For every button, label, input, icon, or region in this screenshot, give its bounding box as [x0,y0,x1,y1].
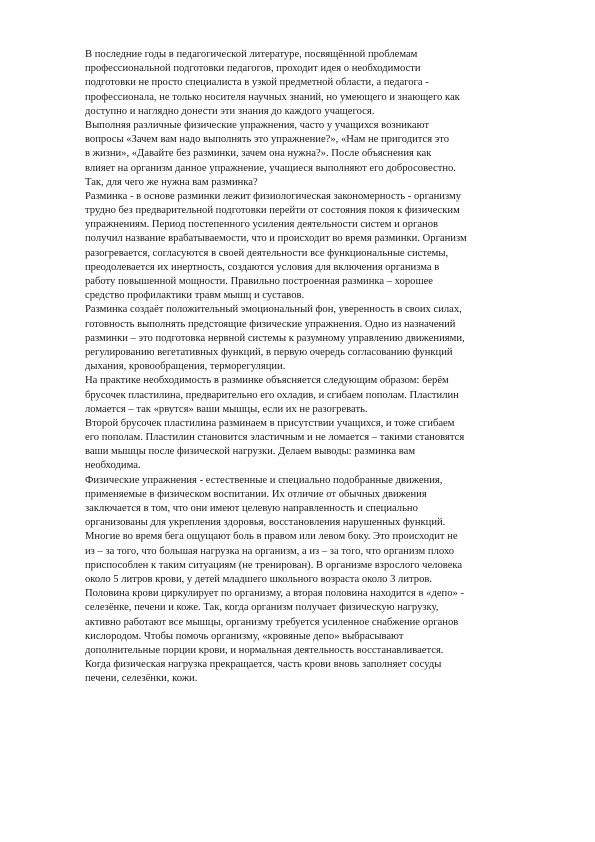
text-line: организованы для укрепления здоровья, восстановления нарушенных функций. [85,517,446,529]
text-line: дополнительные порции крови, и нормальная деятельность восстанавливается. [85,644,444,656]
text-line: подготовки не просто специалиста в узкой предметной области, а педагога - [85,77,429,89]
text-line: Разминка - в основе разминки лежит физиологическая закономерность - организму [85,190,461,202]
text-line: Когда физическая нагрузка прекращается, часть крови вновь заполняет сосуды [85,659,442,671]
text-line: селезёнке, печени и коже. Так, когда организм получает физическую нагрузку, [85,602,439,614]
text-line: в жизни», «Давайте без разминки, зачем она нужна?». После объяснения как [85,148,432,160]
text-line: приспособлен к таким ситуациям (не тренирован). В организме взрослого человека [85,559,463,571]
text-line: необходима. [85,460,141,472]
text-line: брусочек пластилина, предварительно его охладив, и сгибаем пополам. Пластилин [85,389,459,401]
text-line: ваши мышцы после физической нагрузки. Делаем выводы: разминка вам [85,446,416,458]
text-line: На практике необходимость в разминке объясняется следующим образом: берём [85,375,449,387]
text-line: около 5 литров крови, у детей младшего школьного возраста около 3 литров. [85,573,433,585]
document-body [85,48,525,686]
text-line: средство профилактики травм мышц и суставов. [85,290,305,302]
text-line: готовность выполнять предстоящие физические упражнения. Одно из назначений [85,318,456,330]
text-line: Многие во время бега ощущают боль в правом или левом боку. Это происходит не [85,531,458,543]
text-line: Второй брусочек пластилина разминаем в присутствии учащихся, и тоже сгибаем [85,417,455,429]
text-line: активно работают все мышцы, организму требуется усиленное снабжение органов [85,616,459,628]
text-line: доступно и наглядно донести эти знания до каждого учащегося. [85,105,375,117]
text-line: печени, селезёнки, кожи. [85,673,198,685]
text-line: упражнениям. Период постепенного усиления деятельности систем и органов [85,219,439,231]
text-line: Половина крови циркулирует по организму, а вторая половина находится в «депо» - [85,588,464,600]
text-line: разогревается, согласуются в своей деятельности все функциональные системы, [85,247,449,259]
text-line: работу повышенной мощности. Правильно построенная разминка – хорошее [85,276,434,287]
text-line: регулированию вегетативных функций, в первую очередь согласованию функций [85,346,453,358]
text-line: из – за того, что большая нагрузка на организм, а из – за того, что организм плохо [85,545,455,557]
text-line: профессионала, не только носителя научных знаний, но умеющего и знающего как [85,91,460,103]
text-line: применяемые в физическом воспитании. Их отличие от обычных движения [85,488,427,500]
text-line: получил название врабатываемости, что и происходит во время разминки. Организм [85,233,467,245]
text-line: кислородом. Чтобы помочь организму, «кровяные депо» выбрасывают [85,630,404,642]
text-line: Выполняя различные физические упражнения, часто у учащихся возникают [85,119,430,131]
text-line: Так, для чего же нужна вам разминка? [85,176,258,188]
text-line: преодолевается их инертность, создаются условия для включения организма в [85,261,440,273]
text-line: Физические упражнения - естественные и специально подобранные движения, [85,474,443,486]
text-line: дыхания, кровообращения, терморегуляции. [85,361,286,373]
text-line: трудно без предварительной подготовки перейти от состояния покоя к физическим [85,205,460,217]
text-line: ломается – так «рвутся» ваши мышцы, если их не разогревать. [85,403,368,415]
text-line: вопросы «Зачем вам надо выполнять это упражнение?», «Нам не пригодится это [85,134,450,146]
text-line: профессиональной подготовки педагогов, проходит идея о необходимости [85,63,421,75]
text-line: Разминка создаёт положительный эмоциональный фон, уверенность в своих силах, [85,304,462,316]
text-line: влияет на организм данное упражнение, учащиеся выполняют его добросовестно. [85,162,456,174]
text-line: заключается в том, что они имеют целевую направленность и специально [85,503,418,514]
text-line: В последние годы в педагогической литературе, посвящённой проблемам [85,49,418,60]
text-line: его пополам. Пластилин становится эластичным и не ломается – такими становятся [85,432,465,444]
text-line: разминки – это подготовка нервной системы к разумному управлению движениями, [85,332,465,344]
